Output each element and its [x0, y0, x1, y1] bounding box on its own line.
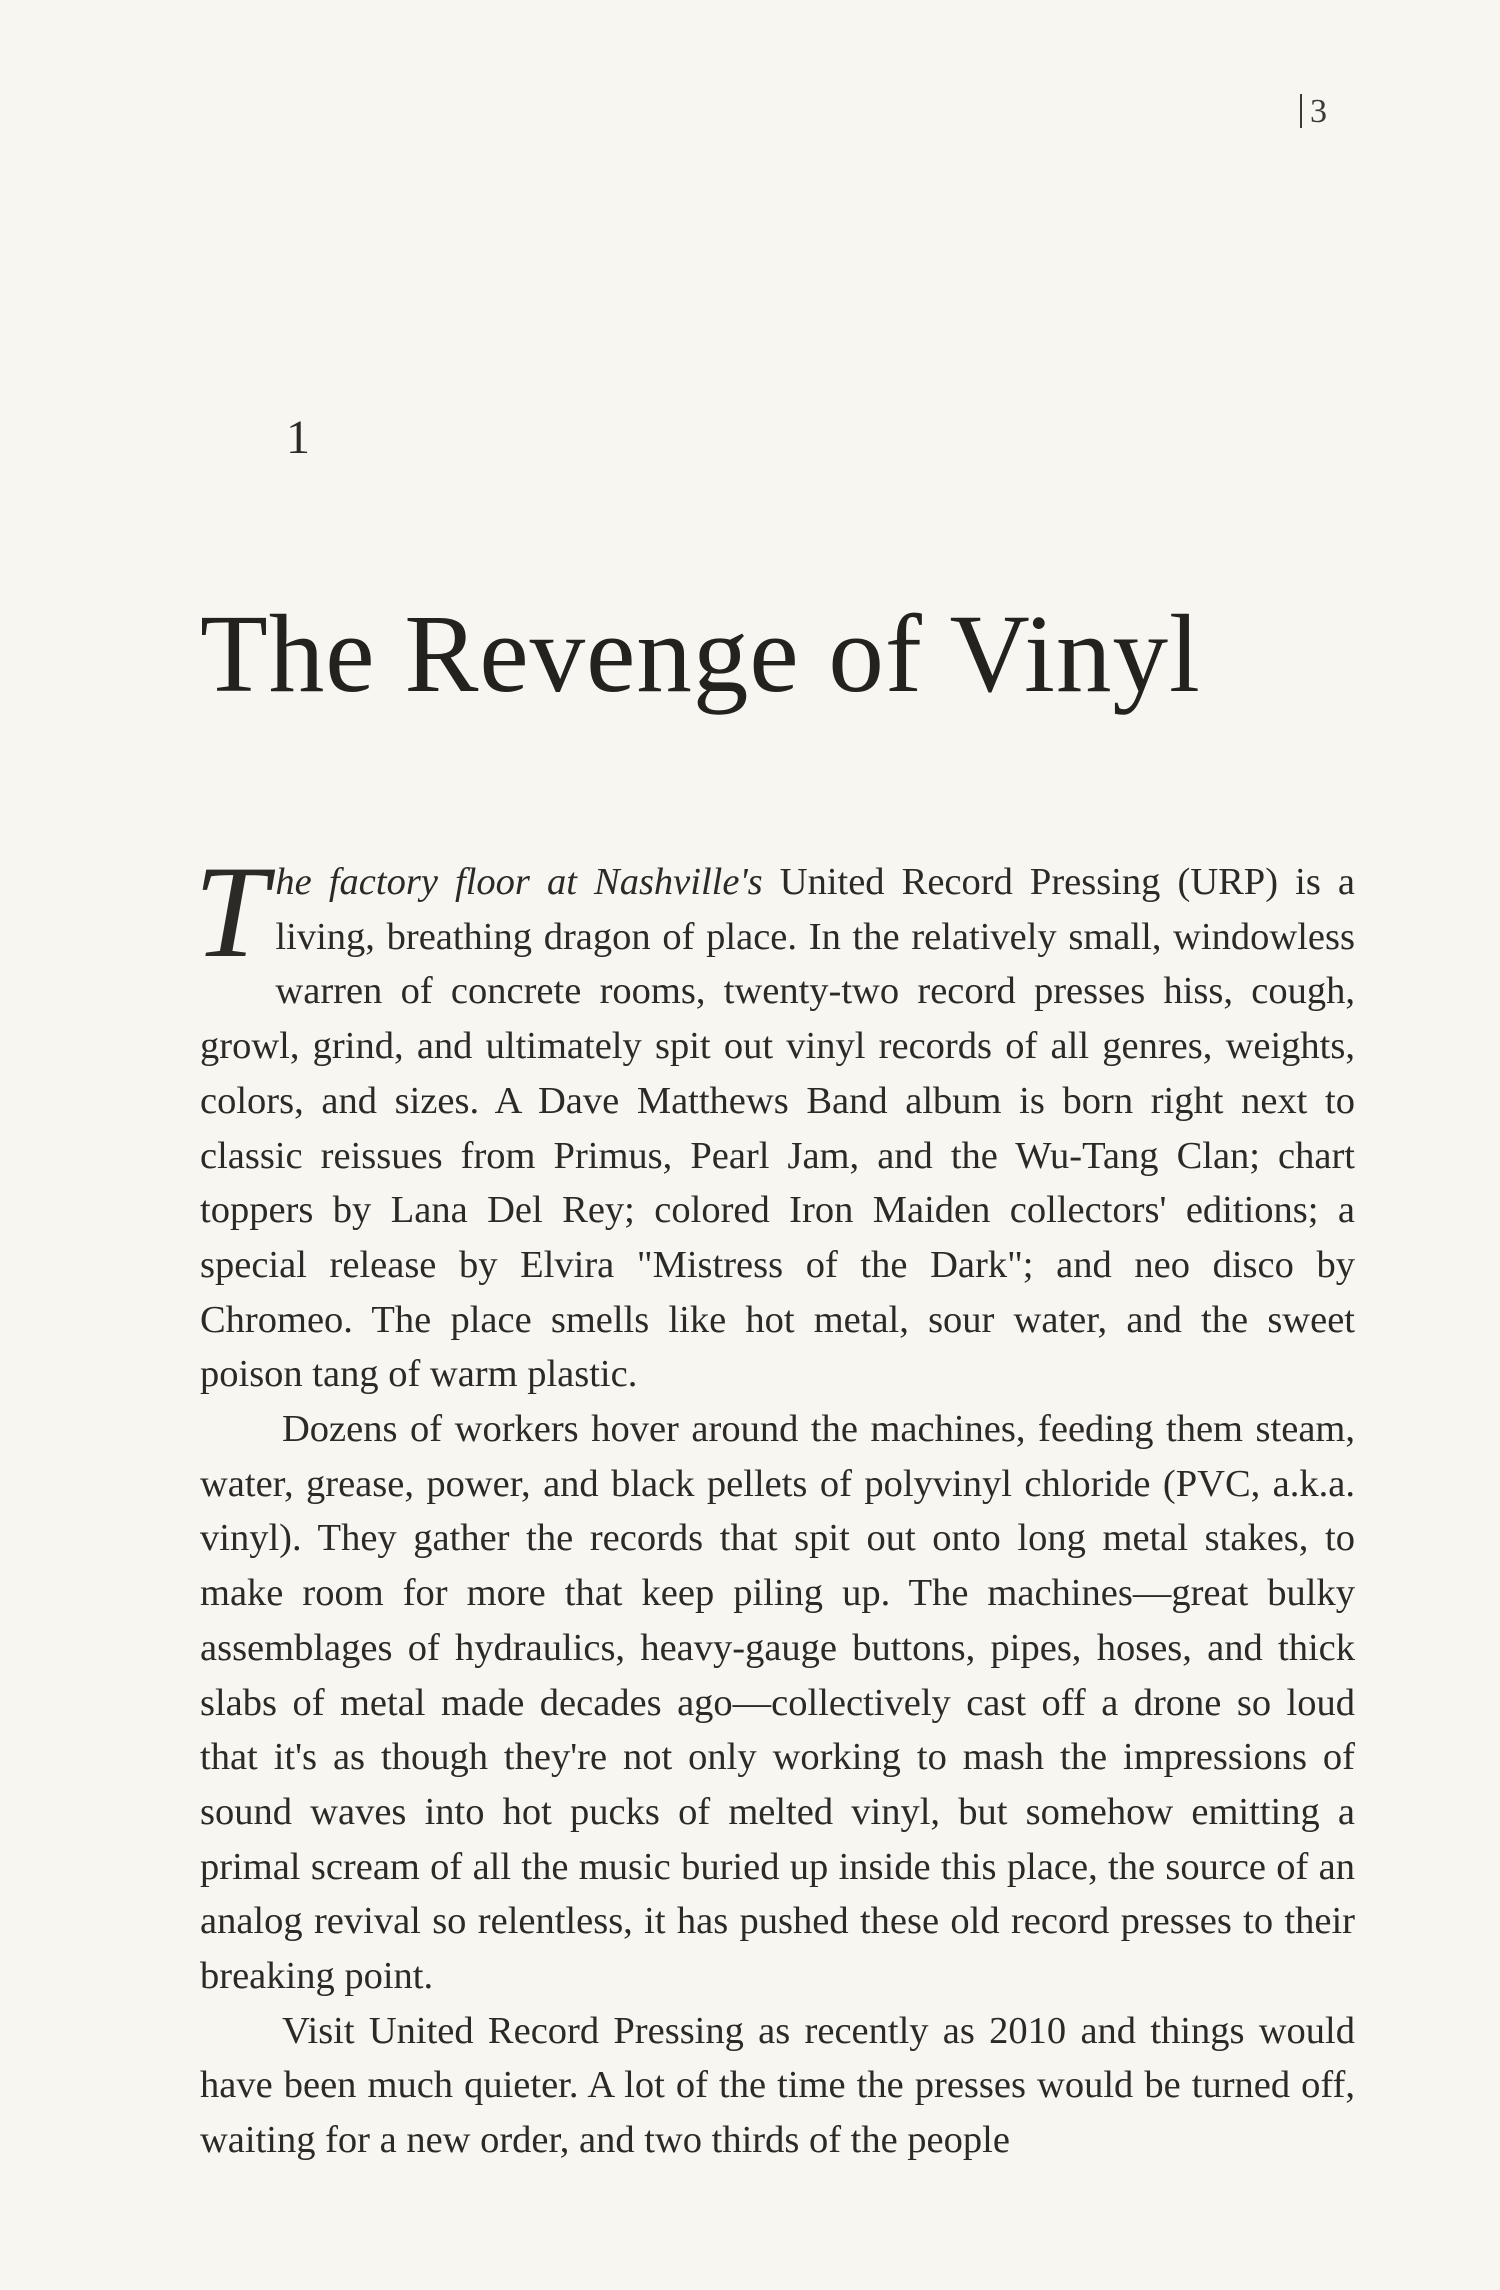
page-number-rule [1300, 94, 1302, 128]
paragraph-1 [194, 838, 1356, 1402]
chapter-number: 1 [286, 411, 310, 464]
lead-in-italic: he factory floor at Nashville's [275, 861, 763, 903]
paragraph-3: Visit United Record Pressing as recently as 2010 and things would have been much quieter. A lot of the time the presses would be turned off, waiting for a new order, and two thirds of the people [200, 2009, 1355, 2162]
paragraph-1-text: United Record Pressing (URP) is a living, breathing dragon of place. In the relatively small, windowless warren of concrete rooms, twenty-two record presses hiss, cough, growl, grind, and ultimately spit out vinyl records of all genres, weights, colors, and sizes. A Dave Matthews Band album is born right next to classic reissues from Primus, Pearl Jam, and the Wu-Tang Clan; chart toppers by Lana Del Rey; colored Iron Maiden collectors' editions; a special release by Elvira "Mistress of the Dark"; and neo disco by Chromeo. The place smells like hot metal, sour water, and the sweet poison tang of warm plastic. [200, 861, 1356, 1396]
page-number-text: 3 [1310, 93, 1327, 130]
drop-cap: T [194, 838, 268, 985]
paragraph-2: Dozens of workers hover around the machines, feeding them steam, water, grease, power, and black pellets of polyvinyl chloride (PVC, a.k.a. vinyl). They gather the records that spit out onto long metal stakes, to make room for more that keep piling up. The machines—great bulky assemblages of hydraulics, heavy-gauge buttons, pipes, hoses, and thick slabs of metal made decades ago—collectively cast off a drone so loud that it's as though they're not only working to mash the impressions of sound waves into hot pucks of melted vinyl, but somehow emitting a primal scream of all the music buried up inside this place, the source of an analog revival so relentless, it has pushed these old record presses to their breaking point. [200, 1408, 1355, 1998]
chapter-body [194, 838, 1356, 2168]
chapter-title: The Revenge of Vinyl [200, 593, 1201, 716]
page-number [1300, 92, 1327, 132]
